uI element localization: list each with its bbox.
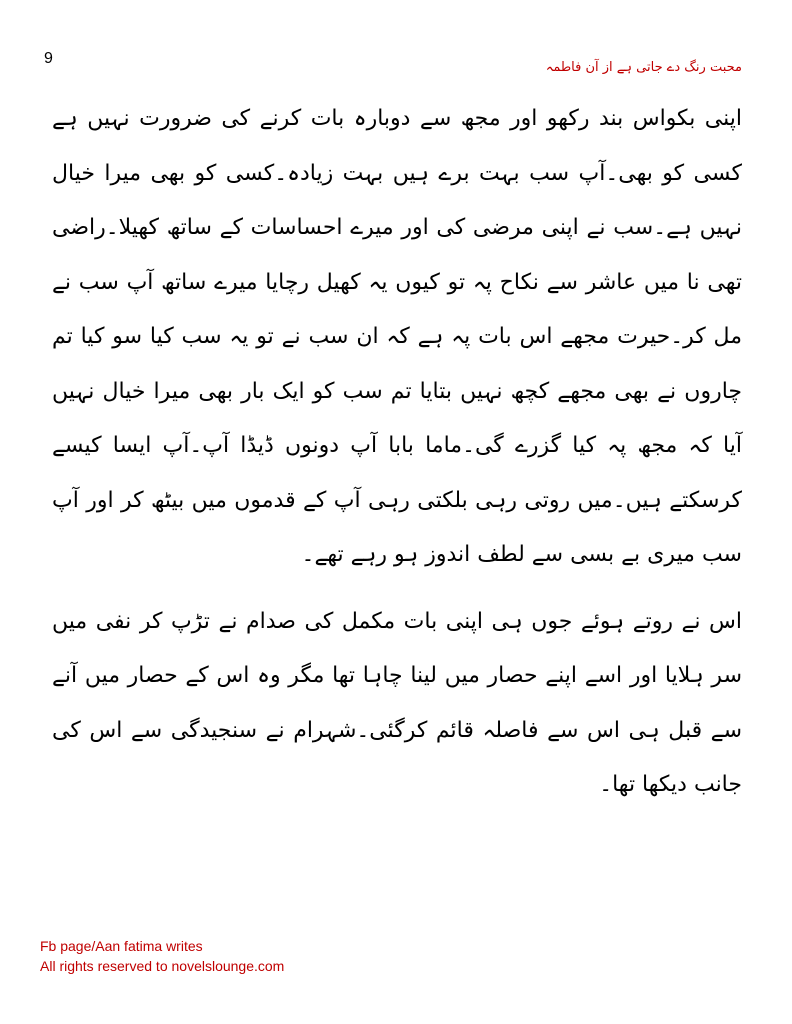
running-title: محبت رنگ دے جاتی ہے از آن فاطمہ	[545, 60, 742, 75]
page-number: 9	[44, 50, 53, 67]
footer	[40, 936, 284, 976]
paragraph-2: اس نے روتے ہوئے جوں ہی اپنی بات مکمل کی صدام نے تڑپ کر نفی میں سر ہلایا اور اسے اپنے حصار میں لینا چاہا تھا مگر وہ اس کے حصار میں آنے سے قبل ہی اس سے فاصلہ قائم کرگئی۔شہرام نے سنجیدگی سے اس کی جانب دیکھا تھا۔	[52, 608, 742, 797]
body-text	[52, 92, 742, 813]
footer-fb-page: Fb page/Aan fatima writes	[40, 938, 203, 954]
paragraph-1: اپنی بکواس بند رکھو اور مجھ سے دوبارہ بات کرنے کی ضرورت نہیں ہے کسی کو بھی۔آپ سب بہت برے ہیں بہت زیادہ۔کسی کو بھی میرا خیال نہیں ہے۔سب نے اپنی مرضی کی اور میرے احساسات کے ساتھ کھیلا۔راضی تھی نا میں عاشر سے نکاح پہ تو کیوں یہ کھیل رچایا میرے ساتھ آپ سب نے مل کر۔حیرت مجھے اس بات پہ ہے کہ ان سب نے تو یہ سب کیا سو کیا تم چاروں نے بھی مجھے کچھ نہیں بتایا تم سب کو ایک بار بھی میرا خیال نہیں آیا کہ مجھ پہ کیا گزرے گی۔ماما بابا آپ دونوں ڈیڈا آپ۔آپ ایسا کیسے کرسکتے ہیں۔میں روتی رہی بلکتی رہی آپ کے قدموں میں بیٹھ کر اور آپ سب میری بے بسی سے لطف اندوز ہو رہے تھے۔	[52, 106, 742, 567]
footer-rights: All rights reserved to novelslounge.com	[40, 958, 285, 974]
